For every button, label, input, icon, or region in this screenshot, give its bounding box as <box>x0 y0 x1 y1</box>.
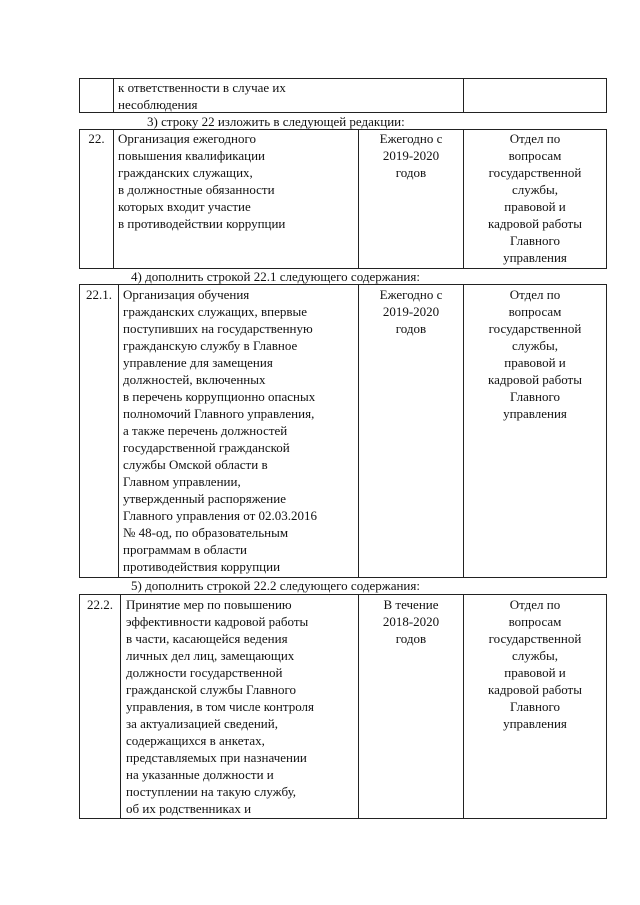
row22-1-responsible: Отдел по вопросам государственной службы, правовой и кадровой работы Главного управления <box>488 287 582 421</box>
row22-1-description: Организация обучения гражданских служащих, впервые поступивших на государственную гражданскую службу в Главное управление для замещения должностей, включенных в перечень коррупционно опасных полномочий Главного управления, а также перечень должностей государственной гражданской службы Омской области в Главном управлении, утвержденный распоряжение Главного управления от 02.03.2016 № 48-од, по образовательным программам в области противодействия коррупции <box>123 287 318 574</box>
instruction-heading-5: 5) дополнить строкой 22.2 следующего содержания: <box>131 578 420 593</box>
row22-2-term: В течение 2018-2020 годов <box>382 597 440 646</box>
row22-description: Организация ежегодного повышения квалификации гражданских служащих, в должностные обязанности которых входит участие в противодействии коррупции <box>118 131 286 231</box>
row22-2-responsible: Отдел по вопросам государственной службы, правовой и кадровой работы Главного управления <box>488 597 582 731</box>
row22-term: Ежегодно с 2019-2020 годов <box>379 131 443 180</box>
row22-number: 22. <box>88 131 105 146</box>
row22-2-number: 22.2. <box>87 597 113 612</box>
row22-1-number: 22.1. <box>86 287 112 302</box>
top-fragment-description: к ответственности в случае их несоблюдения <box>118 80 286 112</box>
row22-2-description: Принятие мер по повышению эффективности кадровой работы в части, касающейся ведения личных дел лиц, замещающих должности государственной гражданской службы Главного управления, в том числе контроля за актуализацией сведений, содержащихся в анкетах, представляемых при назначении на указанные должности и поступлении на такую службу, об их родственниках и <box>126 597 314 816</box>
row22-1-term: Ежегодно с 2019-2020 годов <box>379 287 443 336</box>
instruction-heading-4: 4) дополнить строкой 22.1 следующего содержания: <box>131 269 420 284</box>
row22-responsible: Отдел по вопросам государственной службы, правовой и кадровой работы Главного управления <box>488 131 582 265</box>
instruction-heading-3: 3) строку 22 изложить в следующей редакции: <box>147 114 405 129</box>
